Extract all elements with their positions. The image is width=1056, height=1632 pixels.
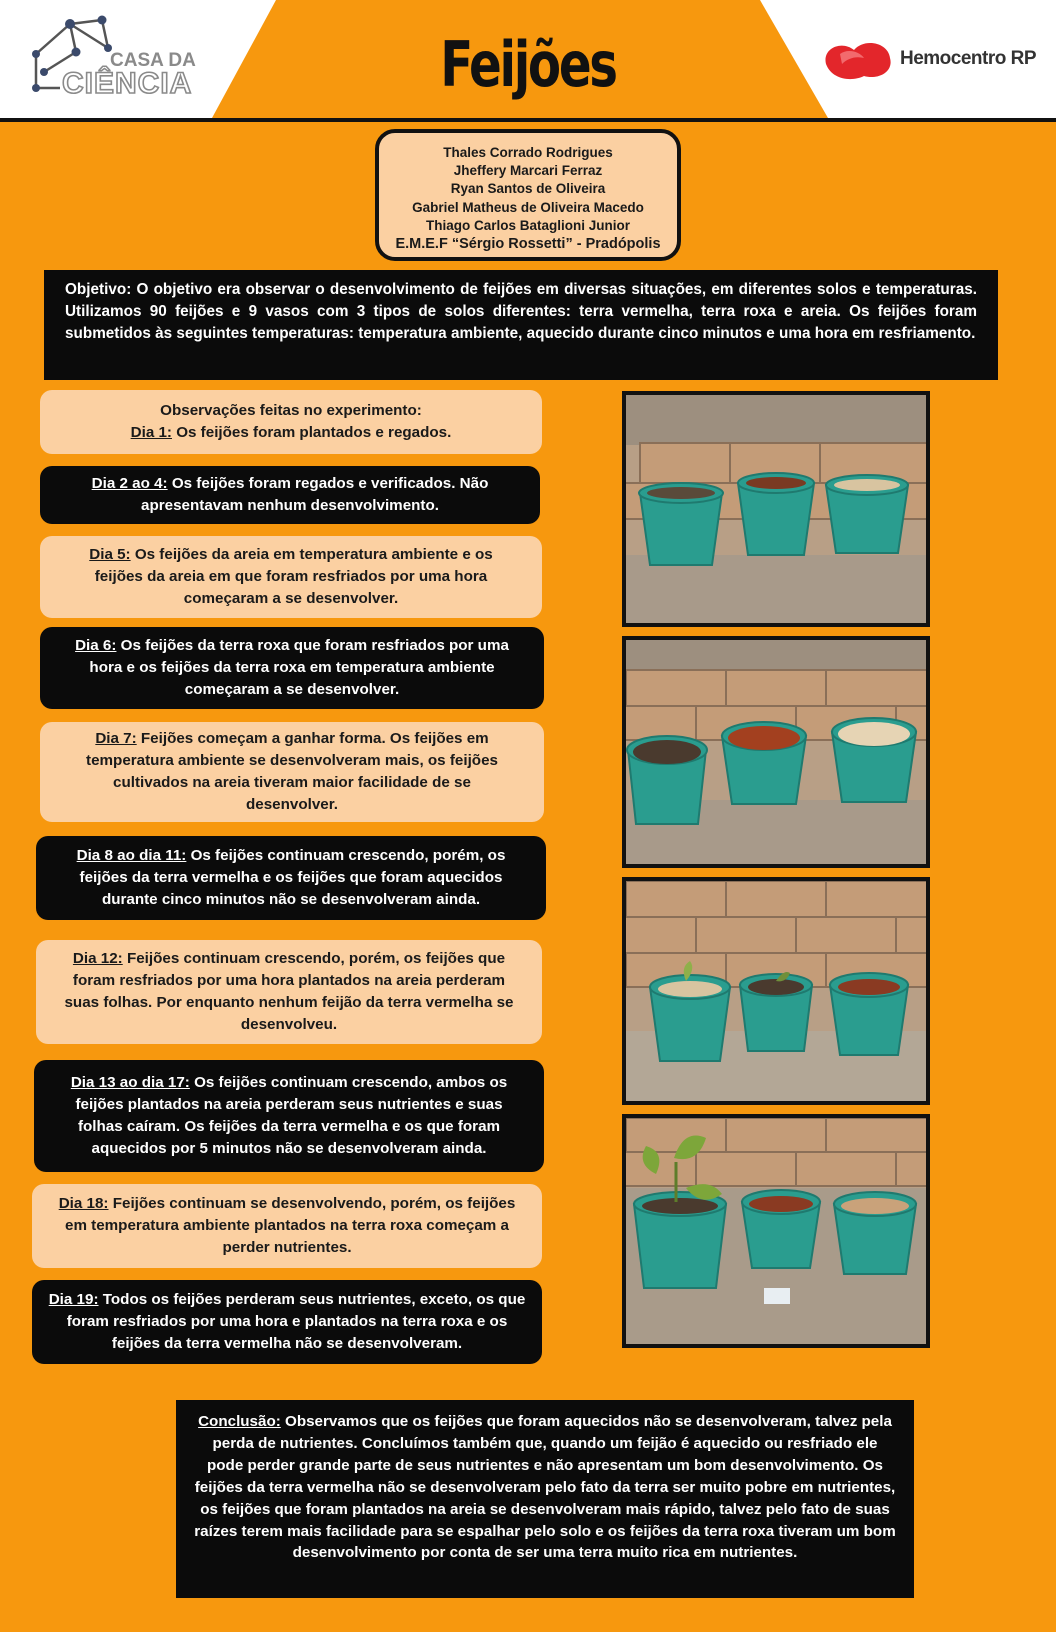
observation-day6 <box>40 627 544 709</box>
logo-left-line2: CIÊNCIA <box>62 67 193 100</box>
observation-day13-17 <box>34 1060 544 1172</box>
author-name: Thales Corrado Rodrigues <box>443 145 613 160</box>
day-label: Dia 5: <box>89 546 131 564</box>
day-label: Dia 8 ao dia 11: <box>76 847 187 865</box>
observation-day8-11 <box>36 836 546 920</box>
conclusion-label: Conclusão: <box>198 1413 281 1430</box>
conclusion-text: Observamos que os feijões que foram aquecidos não se desenvolveram, talvez pela perda de nutrientes. Concluímos também que, quando um feijão é aquecido ou resfriado ele pode perder grande parte de seus nutrientes e não apresentam um bom desenvolvimento. Os feijões da terra vermelha não se desenvolveram pelo fato da terra ser muito pobre em nutrientes, os feijões que foram plantados na areia se desenvolveram mais rápido, talvez pelo fato de suas raízes terem mais facilidade para se espalhar pelo solo e os feijões da terra roxa tiveram um bom desenvolvimento por conta de ser uma terra muito rica em nutrientes. <box>194 1413 896 1562</box>
blood-drop-logo-icon <box>820 34 896 84</box>
observation-day12 <box>36 940 542 1044</box>
observation-text: Os feijões foram regados e verificados. Não apresentavam nenhum desenvolvimento. <box>141 475 489 514</box>
logo-left-line1: CASA DA <box>110 50 196 71</box>
day-label: Dia 6: <box>75 637 117 655</box>
casa-da-ciencia-logo <box>30 14 210 100</box>
day-label: Dia 12: <box>72 950 123 968</box>
day-label: Dia 18: <box>58 1195 109 1213</box>
photo-pots-day19 <box>622 1114 930 1348</box>
observation-day2-4 <box>40 466 540 524</box>
photo-pots-day1 <box>622 391 930 627</box>
observation-text: Os feijões da terra roxa que foram resfriados por uma hora e os feijões da terra roxa em temperatura ambiente começaram a se desenvolver. <box>89 637 509 698</box>
observations-heading: Observações feitas no experimento: <box>160 402 422 420</box>
observation-text: Os feijões continuam crescendo, ambos os feijões plantados na areia perderam seus nutrientes e suas folhas caíram. Os feijões da terra vermelha e os que foram aquecidos por 5 minutos não se desenvolveram ainda. <box>75 1074 508 1157</box>
observation-day7 <box>40 722 544 822</box>
author-name: Gabriel Matheus de Oliveira Macedo <box>412 199 644 215</box>
header <box>0 0 1056 122</box>
observation-text: Os feijões foram plantados e regados. <box>171 424 452 441</box>
author-name: Thiago Carlos Bataglioni Junior <box>425 217 631 233</box>
conclusion-box <box>176 1400 914 1598</box>
author-name: Jheffery Marcari Ferraz <box>453 163 603 179</box>
observation-text: Feijões começam a ganhar forma. Os feijões em temperatura ambiente se desenvolveram mais, os feijões cultivados na areia tiveram maior facilidade de se desenvolver. <box>86 730 498 813</box>
photo-pots-day7 <box>622 636 930 868</box>
author-name: Ryan Santos de Oliveira <box>450 181 606 197</box>
day-label: Dia 7: <box>95 730 137 748</box>
day-label: Dia 1: <box>130 424 172 441</box>
objective-box: Objetivo: O objetivo era observar o desenvolvimento de feijões em diversas situações, em diferentes solos e temperaturas. Utilizamos 90 feijões e 9 vasos com 3 tipos de solos diferentes: terra vermelha, terra roxa e areia. Os feijões foram submetidos às seguintes temperaturas: temperatura ambiente, aquecido durante cinco minutos e uma hora em resfriamento. <box>44 270 998 380</box>
observation-day5 <box>40 536 542 618</box>
page-title: Feijões <box>440 28 616 101</box>
authors-box <box>375 129 681 261</box>
hemocentro-logo <box>820 34 1050 84</box>
logo-right-text: Hemocentro RP <box>900 48 1037 69</box>
observation-day1 <box>40 390 542 454</box>
photo-pots-day12 <box>622 877 930 1105</box>
observation-day18 <box>32 1184 542 1268</box>
observation-text: Os feijões continuam crescendo, porém, os feijões da terra vermelha e os feijões que foram aquecidos durante cinco minutos não se desenvolveram ainda. <box>79 847 506 908</box>
observation-text: Feijões continuam crescendo, porém, os feijões que foram resfriados por uma hora plantados na areia perderam suas folhas. Por enquanto nenhum feijão da terra vermelha se desenvolveu. <box>64 950 514 1033</box>
observation-text: Os feijões da areia em temperatura ambiente e os feijões da areia em que foram resfriados por uma hora começaram a se desenvolver. <box>94 546 493 607</box>
day-label: Dia 19: <box>48 1291 99 1309</box>
observation-day19 <box>32 1280 542 1364</box>
observation-text: Feijões continuam se desenvolvendo, porém, os feijões em temperatura ambiente plantados na terra roxa começam a perder nutrientes. <box>65 1195 516 1256</box>
day-label: Dia 13 ao dia 17: <box>70 1074 190 1092</box>
observation-text: Todos os feijões perderam seus nutrientes, exceto, os que foram resfriados por uma hora e plantados na terra roxa e os feijões da terra vermelha não se desenvolveram. <box>66 1291 526 1352</box>
day-label: Dia 2 ao 4: <box>91 475 168 493</box>
school-name: E.M.E.F “Sérgio Rossetti” - Pradópolis <box>395 236 661 253</box>
